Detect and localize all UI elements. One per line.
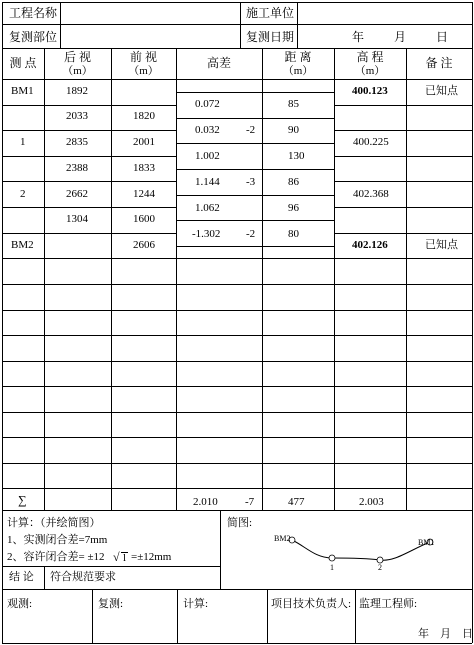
border-line bbox=[2, 233, 176, 234]
border-line bbox=[176, 92, 334, 93]
correction-cell: -3 bbox=[246, 176, 256, 188]
distance-cell: 130 bbox=[288, 150, 305, 162]
border-line bbox=[2, 310, 176, 311]
date-year: 年 bbox=[352, 30, 365, 44]
border-line bbox=[2, 589, 472, 590]
height-diff-cell: 1.002 bbox=[195, 150, 220, 162]
calc-line2-suffix: =±12mm bbox=[131, 551, 172, 563]
date-day: 日 bbox=[436, 30, 449, 44]
correction-cell: -2 bbox=[246, 124, 256, 136]
backsight-cell: 1892 bbox=[66, 85, 88, 97]
distance-cell: 85 bbox=[288, 98, 299, 110]
border-line bbox=[2, 48, 472, 49]
height-diff-cell: 0.032 bbox=[195, 124, 220, 136]
border-line bbox=[334, 386, 472, 387]
foresight-cell: 1600 bbox=[133, 213, 155, 225]
total-correction: -7 bbox=[245, 496, 255, 508]
border-line bbox=[2, 437, 176, 438]
border-line bbox=[2, 284, 176, 285]
border-line bbox=[176, 118, 334, 119]
col-elevation: 高 程 bbox=[356, 50, 384, 64]
calculate-signature-label: 计算: bbox=[183, 598, 209, 610]
border-line bbox=[44, 48, 45, 510]
border-line bbox=[334, 437, 472, 438]
border-line bbox=[2, 130, 176, 131]
border-line bbox=[334, 361, 472, 362]
border-line bbox=[220, 510, 221, 589]
remark-cell: 已知点 bbox=[425, 239, 458, 251]
border-line bbox=[44, 566, 45, 589]
backsight-cell: 2033 bbox=[66, 110, 88, 122]
border-line bbox=[176, 412, 334, 413]
backsight-cell: 1304 bbox=[66, 213, 88, 225]
station-cell: BM1 bbox=[11, 85, 34, 97]
border-line bbox=[334, 463, 472, 464]
height-diff-cell: 0.072 bbox=[195, 98, 220, 110]
sum-symbol: ∑ bbox=[18, 493, 27, 507]
sketch-label: 简图: bbox=[227, 517, 253, 529]
border-line bbox=[2, 258, 176, 259]
observe-signature-label: 观测: bbox=[7, 598, 33, 610]
height-diff-cell: -1.302 bbox=[192, 228, 221, 240]
border-line bbox=[176, 79, 334, 80]
border-line bbox=[2, 79, 176, 80]
recheck-signature-label: 复测: bbox=[98, 598, 124, 610]
point-1-icon bbox=[329, 555, 335, 561]
elevation-cell: 402.126 bbox=[352, 239, 388, 251]
sketch-p2-label: 2 bbox=[378, 563, 382, 572]
border-line bbox=[176, 310, 334, 311]
border-line bbox=[334, 233, 472, 234]
border-line bbox=[176, 195, 334, 196]
sketch-bm1-label: BM1 bbox=[418, 538, 435, 547]
conclusion-value: 符合规范要求 bbox=[50, 571, 116, 583]
station-cell: 2 bbox=[20, 188, 26, 200]
border-line bbox=[334, 130, 472, 131]
border-line bbox=[2, 181, 176, 182]
foresight-cell: 2001 bbox=[133, 136, 155, 148]
sketch-p1-label: 1 bbox=[330, 563, 334, 572]
col-height-diff: 高差 bbox=[206, 56, 231, 70]
border-line bbox=[2, 335, 176, 336]
border-line bbox=[60, 2, 61, 48]
border-line bbox=[2, 361, 176, 362]
border-line bbox=[334, 79, 472, 80]
foresight-cell: 2606 bbox=[133, 239, 155, 251]
border-line bbox=[2, 156, 176, 157]
supervisor-signature-label: 监理工程师: bbox=[359, 598, 418, 610]
height-diff-cell: 1.144 bbox=[195, 176, 220, 188]
remark-cell: 已知点 bbox=[425, 85, 458, 97]
border-line bbox=[334, 48, 335, 510]
col-distance: 距 离 bbox=[284, 50, 312, 64]
border-line bbox=[2, 510, 176, 511]
border-line bbox=[334, 412, 472, 413]
border-line bbox=[177, 589, 178, 643]
sign-day: 日 bbox=[462, 628, 473, 640]
col-foresight: 前 视 bbox=[129, 50, 157, 64]
col-elevation-unit: （m） bbox=[354, 65, 386, 77]
foresight-cell: 1244 bbox=[133, 188, 155, 200]
border-line bbox=[176, 386, 334, 387]
border-line bbox=[2, 207, 176, 208]
border-line bbox=[176, 246, 334, 247]
border-line bbox=[176, 510, 334, 511]
border-line bbox=[334, 156, 472, 157]
border-line bbox=[176, 361, 334, 362]
border-line bbox=[334, 284, 472, 285]
station-cell: BM2 bbox=[11, 239, 34, 251]
border-line bbox=[2, 386, 176, 387]
col-station: 测 点 bbox=[9, 56, 37, 70]
border-line bbox=[2, 2, 3, 643]
project-name-label: 工程名称 bbox=[9, 6, 58, 20]
col-backsight: 后 视 bbox=[63, 50, 91, 64]
border-line bbox=[334, 310, 472, 311]
border-line bbox=[2, 24, 472, 25]
sketch-bm2-label: BM2 bbox=[274, 534, 291, 543]
border-line bbox=[111, 48, 112, 510]
col-remark: 备 注 bbox=[425, 56, 453, 70]
border-line bbox=[2, 2, 472, 3]
border-line bbox=[334, 335, 472, 336]
elevation-cell: 400.225 bbox=[353, 136, 389, 148]
resurvey-date-label: 复测日期 bbox=[246, 30, 295, 44]
col-backsight-unit: （m） bbox=[62, 65, 93, 77]
construction-unit-label: 施工单位 bbox=[246, 6, 295, 20]
border-line bbox=[2, 566, 220, 567]
border-line bbox=[176, 488, 334, 489]
distance-cell: 96 bbox=[288, 202, 299, 214]
conclusion-label: 结 论 bbox=[9, 571, 34, 583]
sqrt-sign: √ bbox=[113, 550, 120, 564]
border-line bbox=[334, 488, 472, 489]
resurvey-dept-label: 复测部位 bbox=[9, 30, 58, 44]
sign-month: 月 bbox=[440, 628, 451, 640]
route-sketch bbox=[270, 528, 450, 576]
sqrt-var: l bbox=[123, 552, 127, 564]
border-line bbox=[176, 258, 334, 259]
border-line bbox=[2, 412, 176, 413]
backsight-cell: 2388 bbox=[66, 162, 88, 174]
border-line bbox=[176, 284, 334, 285]
distance-cell: 86 bbox=[288, 176, 299, 188]
border-line bbox=[240, 2, 241, 48]
col-distance-unit: （m） bbox=[282, 65, 314, 77]
border-line bbox=[297, 2, 298, 48]
border-line bbox=[472, 2, 473, 643]
total-height-diff: 2.010 bbox=[193, 496, 218, 508]
backsight-cell: 2835 bbox=[66, 136, 88, 148]
border-line bbox=[92, 589, 93, 643]
foresight-cell: 1833 bbox=[133, 162, 155, 174]
border-line bbox=[176, 463, 334, 464]
border-line bbox=[406, 48, 407, 510]
border-line bbox=[267, 589, 268, 643]
distance-cell: 80 bbox=[288, 228, 299, 240]
border-line bbox=[355, 589, 356, 643]
sign-year: 年 bbox=[418, 628, 429, 640]
border-line bbox=[2, 105, 176, 106]
tech-lead-signature-label: 项目技术负责人: bbox=[271, 598, 352, 610]
elevation-cell: 400.123 bbox=[352, 85, 388, 97]
border-line bbox=[334, 258, 472, 259]
calc-line2-prefix: 2、容许闭合差= ±12 bbox=[7, 551, 105, 563]
foresight-cell: 1820 bbox=[133, 110, 155, 122]
border-line bbox=[176, 143, 334, 144]
station-cell: 1 bbox=[20, 136, 26, 148]
border-line bbox=[176, 169, 334, 170]
calc-title: 计算：（并绘简图） bbox=[7, 517, 101, 529]
backsight-cell: 2662 bbox=[66, 188, 88, 200]
border-line bbox=[334, 181, 472, 182]
border-line bbox=[2, 463, 176, 464]
border-line bbox=[176, 335, 334, 336]
border-line bbox=[176, 437, 334, 438]
col-foresight-unit: （m） bbox=[128, 65, 159, 77]
border-line bbox=[334, 207, 472, 208]
height-diff-cell: 1.062 bbox=[195, 202, 220, 214]
correction-cell: -2 bbox=[246, 228, 256, 240]
border-line bbox=[176, 220, 334, 221]
total-elevation: 2.003 bbox=[359, 496, 384, 508]
calc-line1: 1、实测闭合差=7mm bbox=[7, 534, 108, 546]
border-line bbox=[2, 643, 472, 644]
border-line bbox=[334, 510, 472, 511]
total-distance: 477 bbox=[288, 496, 305, 508]
border-line bbox=[334, 105, 472, 106]
elevation-cell: 402.368 bbox=[353, 188, 389, 200]
date-month: 月 bbox=[394, 30, 407, 44]
distance-cell: 90 bbox=[288, 124, 299, 136]
route-path bbox=[292, 540, 430, 560]
border-line bbox=[2, 488, 176, 489]
